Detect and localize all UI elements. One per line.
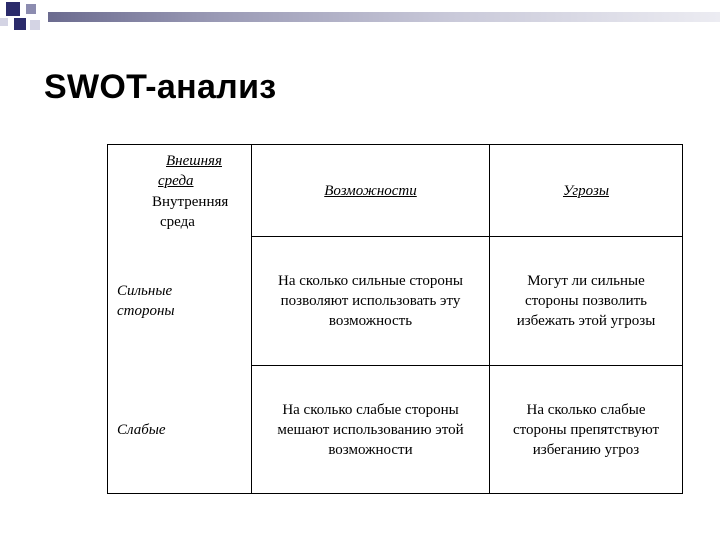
column-header-threats: Угрозы	[562, 182, 609, 199]
corner-header-inner	[152, 192, 228, 232]
decorative-header	[0, 0, 720, 40]
deco-bar	[48, 12, 720, 22]
row-label-strengths: Сильные стороны	[117, 283, 175, 319]
deco-square	[14, 18, 26, 30]
corner-outer-label: среда	[158, 173, 194, 189]
corner-outer-label: Внешняя	[166, 153, 222, 169]
corner-inner-label: Внутренняя	[152, 194, 229, 210]
deco-square	[30, 20, 40, 30]
page-title: SWOT-анализ	[44, 68, 277, 106]
row-label-weaknesses: Слабые	[117, 421, 166, 438]
cell-weaknesses-opportunities: На сколько слабые стороны мешают использованию этой возможности	[277, 401, 464, 458]
deco-square	[6, 2, 20, 16]
column-header-opportunities: Возможности	[324, 182, 417, 199]
deco-square	[26, 4, 36, 14]
corner-inner-label: среда	[160, 214, 195, 230]
corner-header	[152, 151, 222, 191]
swot-table	[107, 144, 683, 494]
cell-strengths-threats: Могут ли сильные стороны позволить избежать этой угрозы	[516, 273, 656, 329]
cell-weaknesses-threats: На сколько слабые стороны препятствуют избеганию угроз	[512, 401, 660, 458]
cell-strengths-opportunities: На сколько сильные стороны позволяют использовать эту возможность	[278, 273, 463, 329]
deco-square	[0, 18, 8, 26]
